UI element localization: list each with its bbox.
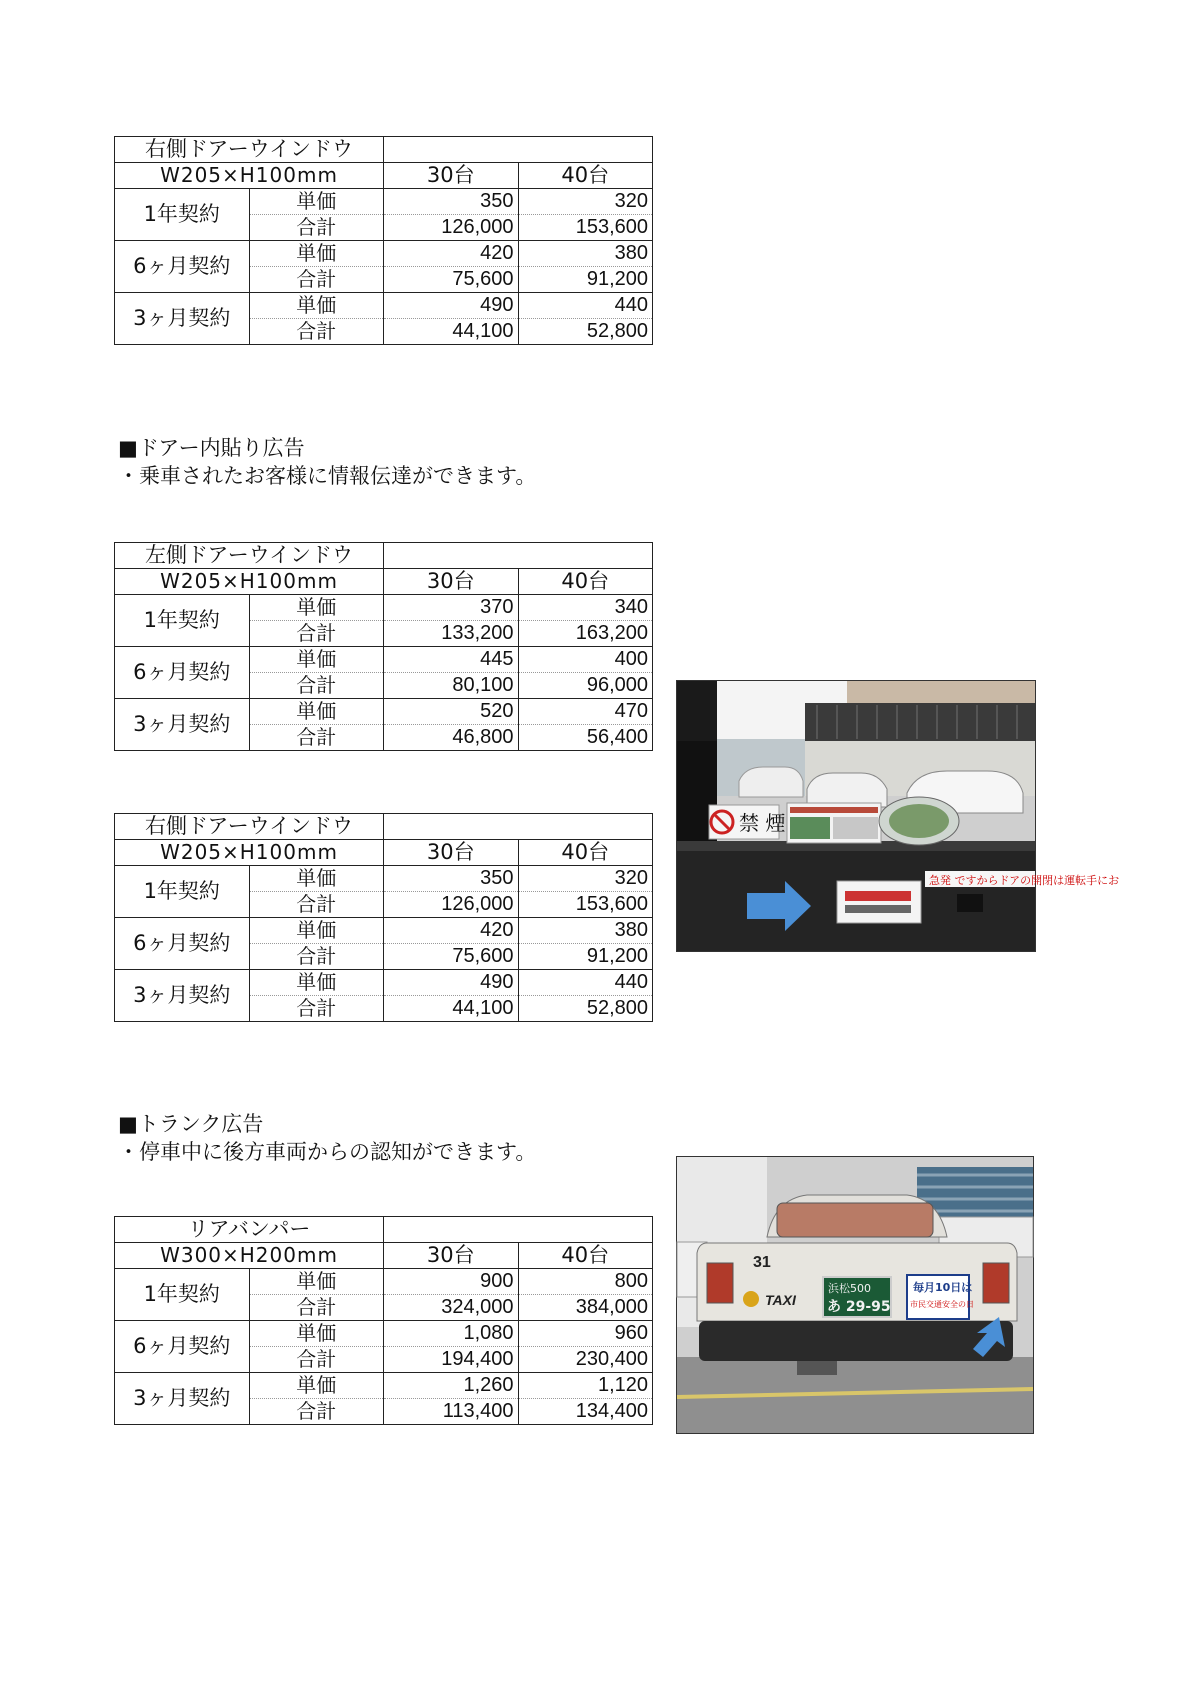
unit-30: 1,080 — [384, 1321, 519, 1347]
unit-label: 単価 — [249, 1321, 384, 1347]
door-window-illustration — [677, 681, 1120, 951]
table-title: 左側ドアーウインドウ — [115, 543, 384, 569]
unit-40: 340 — [518, 595, 653, 621]
term-label: 3ヶ月契約 — [115, 699, 250, 751]
total-30: 44,100 — [384, 996, 519, 1022]
total-label: 合計 — [249, 725, 384, 751]
unit-30: 420 — [384, 241, 519, 267]
unit-40: 320 — [518, 866, 653, 892]
unit-label: 単価 — [249, 918, 384, 944]
door-notice-text: 急発 ですからドアの開閉は運転手にお — [929, 874, 1120, 887]
total-30: 133,200 — [384, 621, 519, 647]
header-30: 30台 — [384, 1243, 519, 1269]
table-size: W205×H100mm — [115, 163, 384, 189]
header-40: 40台 — [518, 569, 653, 595]
term-label: 6ヶ月契約 — [115, 1321, 250, 1373]
unit-label: 単価 — [249, 595, 384, 621]
unit-label: 単価 — [249, 647, 384, 673]
unit-label: 単価 — [249, 699, 384, 725]
unit-40: 380 — [518, 241, 653, 267]
unit-label: 単価 — [249, 1269, 384, 1295]
total-label: 合計 — [249, 1399, 384, 1425]
no-smoking-text: 禁 煙 — [739, 811, 786, 835]
term-label: 6ヶ月契約 — [115, 241, 250, 293]
unit-30: 490 — [384, 293, 519, 319]
price-table-right-window-1 — [114, 136, 653, 345]
table-size: W205×H100mm — [115, 840, 384, 866]
total-40: 230,400 — [518, 1347, 653, 1373]
term-label: 1年契約 — [115, 189, 250, 241]
header-40: 40台 — [518, 1243, 653, 1269]
table-title: リアバンパー — [115, 1217, 384, 1243]
term-label: 1年契約 — [115, 866, 250, 918]
unit-label: 単価 — [249, 1373, 384, 1399]
trunk-bumper-photo — [676, 1156, 1034, 1434]
header-30: 30台 — [384, 569, 519, 595]
term-label: 3ヶ月契約 — [115, 293, 250, 345]
term-label: 6ヶ月契約 — [115, 918, 250, 970]
trunk-illustration — [677, 1157, 1033, 1433]
unit-40: 440 — [518, 293, 653, 319]
door-window-photo — [676, 680, 1120, 952]
total-30: 46,800 — [384, 725, 519, 751]
total-40: 91,200 — [518, 267, 653, 293]
unit-30: 1,260 — [384, 1373, 519, 1399]
total-label: 合計 — [249, 673, 384, 699]
unit-40: 470 — [518, 699, 653, 725]
total-30: 80,100 — [384, 673, 519, 699]
unit-40: 320 — [518, 189, 653, 215]
total-label: 合計 — [249, 892, 384, 918]
total-30: 75,600 — [384, 267, 519, 293]
table-title-blank — [384, 137, 653, 163]
safety-sticker-line1: 毎月10日は — [913, 1281, 973, 1294]
total-40: 56,400 — [518, 725, 653, 751]
table-title-blank — [384, 814, 653, 840]
header-30: 30台 — [384, 163, 519, 189]
total-label: 合計 — [249, 215, 384, 241]
total-label: 合計 — [249, 1295, 384, 1321]
unit-40: 800 — [518, 1269, 653, 1295]
unit-40: 1,120 — [518, 1373, 653, 1399]
total-40: 384,000 — [518, 1295, 653, 1321]
total-40: 163,200 — [518, 621, 653, 647]
plate-top-text: 浜松500 — [828, 1282, 871, 1295]
table-title: 右側ドアーウインドウ — [115, 814, 384, 840]
price-table-right-window-2 — [114, 813, 653, 1022]
door-ad-desc: ・乗車されたお客様に情報伝達ができます。 — [118, 464, 537, 488]
unit-30: 370 — [384, 595, 519, 621]
term-label: 1年契約 — [115, 595, 250, 647]
price-table-rear-bumper — [114, 1216, 653, 1425]
total-label: 合計 — [249, 267, 384, 293]
unit-30: 350 — [384, 866, 519, 892]
header-40: 40台 — [518, 840, 653, 866]
safety-sticker-line2: 市民交通安全の日 — [910, 1300, 974, 1309]
unit-40: 960 — [518, 1321, 653, 1347]
unit-label: 単価 — [249, 970, 384, 996]
total-label: 合計 — [249, 621, 384, 647]
car-number-text: 31 — [753, 1254, 771, 1271]
taxi-label-text: TAXI — [765, 1292, 796, 1308]
unit-40: 400 — [518, 647, 653, 673]
total-30: 126,000 — [384, 215, 519, 241]
trunk-ad-heading: ■トランク広告 — [118, 1112, 264, 1136]
table-title-blank — [384, 1217, 653, 1243]
table-title-blank — [384, 543, 653, 569]
unit-30: 900 — [384, 1269, 519, 1295]
unit-30: 520 — [384, 699, 519, 725]
total-40: 52,800 — [518, 996, 653, 1022]
term-label: 1年契約 — [115, 1269, 250, 1321]
term-label: 3ヶ月契約 — [115, 970, 250, 1022]
total-40: 52,800 — [518, 319, 653, 345]
unit-label: 単価 — [249, 241, 384, 267]
total-30: 194,400 — [384, 1347, 519, 1373]
total-40: 91,200 — [518, 944, 653, 970]
door-ad-heading: ■ドアー内貼り広告 — [118, 436, 305, 460]
total-30: 113,400 — [384, 1399, 519, 1425]
plate-bottom-text: あ 29-95 — [827, 1299, 891, 1315]
unit-30: 420 — [384, 918, 519, 944]
unit-30: 490 — [384, 970, 519, 996]
unit-40: 440 — [518, 970, 653, 996]
total-label: 合計 — [249, 319, 384, 345]
term-label: 6ヶ月契約 — [115, 647, 250, 699]
total-30: 126,000 — [384, 892, 519, 918]
table-size: W205×H100mm — [115, 569, 384, 595]
total-30: 75,600 — [384, 944, 519, 970]
unit-30: 445 — [384, 647, 519, 673]
total-40: 153,600 — [518, 215, 653, 241]
unit-30: 350 — [384, 189, 519, 215]
unit-label: 単価 — [249, 866, 384, 892]
header-30: 30台 — [384, 840, 519, 866]
unit-40: 380 — [518, 918, 653, 944]
price-table-left-window — [114, 542, 653, 751]
total-label: 合計 — [249, 1347, 384, 1373]
total-30: 44,100 — [384, 319, 519, 345]
total-label: 合計 — [249, 944, 384, 970]
table-title: 右側ドアーウインドウ — [115, 137, 384, 163]
table-size: W300×H200mm — [115, 1243, 384, 1269]
term-label: 3ヶ月契約 — [115, 1373, 250, 1425]
header-40: 40台 — [518, 163, 653, 189]
total-40: 96,000 — [518, 673, 653, 699]
trunk-ad-desc: ・停車中に後方車両からの認知ができます。 — [118, 1140, 537, 1164]
total-40: 134,400 — [518, 1399, 653, 1425]
unit-label: 単価 — [249, 293, 384, 319]
total-label: 合計 — [249, 996, 384, 1022]
total-40: 153,600 — [518, 892, 653, 918]
total-30: 324,000 — [384, 1295, 519, 1321]
unit-label: 単価 — [249, 189, 384, 215]
